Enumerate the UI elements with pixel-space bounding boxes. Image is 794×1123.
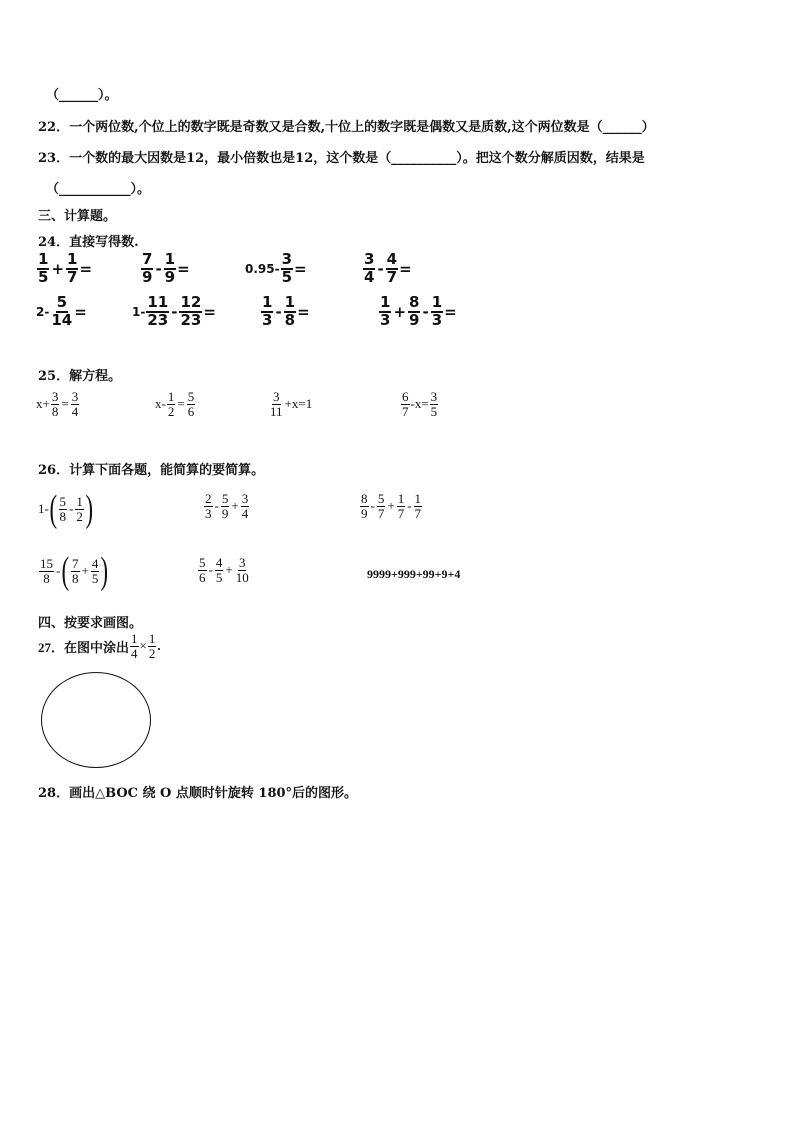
q24-expr-6: 1- $\frac{11}{23}$ - $\frac{12}{23}$ =: [132, 293, 216, 329]
question-24: 24．直接写得数.: [38, 235, 139, 250]
q24-expr-5: 2- $\frac{5}{14}$ =: [36, 293, 87, 329]
question-23-part2: （___________）。: [46, 182, 151, 197]
question-25: 25．解方程。: [38, 369, 122, 384]
q25-eq-1: x+ $\frac{3}{8}$ = $\frac{3}{4}$: [36, 389, 79, 419]
q26-expr-4: $\frac{15}{8}$ - ( $\frac{7}{8}$ + $\frac{4}{5}$ ): [40, 550, 109, 592]
circle-figure: [41, 672, 151, 768]
section-3-heading: 三、计算题。: [38, 209, 117, 224]
q24-expr-8: $\frac{1}{3}$ + $\frac{8}{9}$ - $\frac{1}{3}$ =: [380, 293, 457, 329]
question-23-part1: 23．一个数的最大因数是12，最小倍数也是12，这个数是（__________）。把这个数分解质因数，结果是: [38, 151, 645, 166]
question-28: 28．画出△BOC 绕 O 点顺时针旋转 180°后的图形。: [38, 786, 358, 801]
q24-expr-2: $\frac{7}{9}$ - $\frac{1}{9}$ =: [142, 250, 190, 286]
q26-expr-6: 9999+999+99+9+4: [367, 567, 461, 581]
q24-expr-1: $\frac{1}{5}$ + $\frac{1}{7}$ =: [38, 250, 93, 286]
question-27: 27．在图中涂出 $\frac{1}{4}$ × $\frac{1}{2}$ .: [38, 631, 161, 661]
q24-expr-7: $\frac{1}{3}$ - $\frac{1}{8}$ =: [262, 293, 310, 329]
q24-expr-4: $\frac{3}{4}$ - $\frac{4}{7}$ =: [364, 250, 412, 286]
q25-eq-2: x- $\frac{1}{2}$ = $\frac{5}{6}$: [155, 389, 195, 419]
question-22: 22．一个两位数,个位上的数字既是奇数又是合数,十位上的数字既是偶数又是质数,这个两位数是（______）: [38, 120, 655, 135]
q24-expr-3: 0.95- $\frac{3}{5}$ =: [245, 250, 307, 286]
q26-expr-3: $\frac{8}{9}$ - $\frac{5}{7}$ + $\frac{1}{7}$ - $\frac{1}{7}$: [361, 491, 422, 521]
q26-expr-1: 1- ( $\frac{5}{8}$ - $\frac{1}{2}$ ): [38, 488, 93, 530]
q25-eq-3: $\frac{3}{11}$ +x=1: [270, 389, 313, 419]
q26-expr-5: $\frac{5}{6}$ - $\frac{4}{5}$ + $\frac{3}{10}$: [199, 555, 249, 585]
answer-blank-line: （______）。: [46, 88, 118, 103]
q26-expr-2: $\frac{2}{3}$ - $\frac{5}{9}$ + $\frac{3}{4}$: [205, 491, 249, 521]
section-4-heading: 四、按要求画图。: [38, 616, 143, 631]
question-26: 26．计算下面各题，能简算的要简算。: [38, 463, 265, 478]
q25-eq-4: $\frac{6}{7}$ -x= $\frac{3}{5}$: [402, 389, 438, 419]
